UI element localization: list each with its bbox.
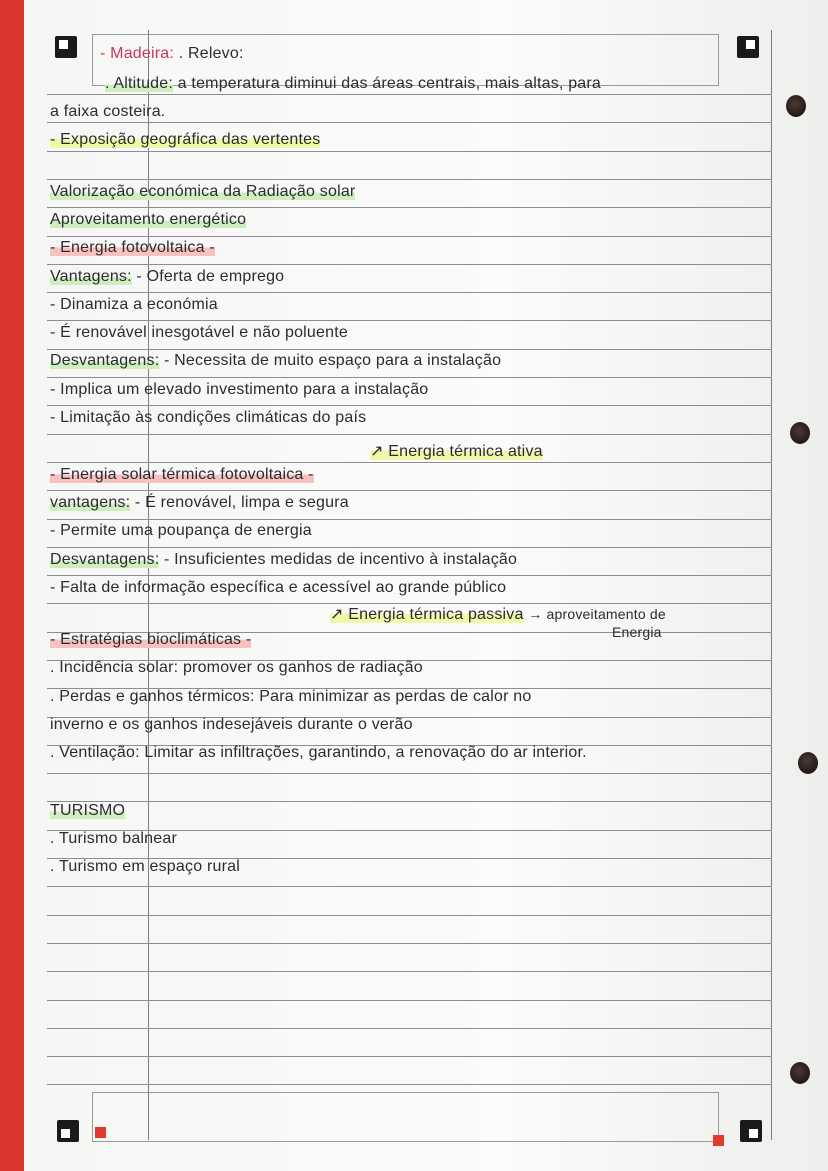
aproveitamento-note: → aproveitamento de: [528, 606, 666, 622]
ruled-line: [47, 264, 772, 265]
line-vantagens1: [50, 268, 284, 286]
ruled-line: [47, 943, 772, 944]
ruled-line: [47, 94, 772, 95]
vantagens-label: vantagens:: [50, 494, 131, 511]
ruled-line: [47, 1084, 772, 1085]
ativa-text: ↗ Energia térmica ativa: [370, 443, 543, 460]
vantagens-text: - Oferta de emprego: [131, 268, 285, 285]
footer-box: [92, 1092, 719, 1142]
desvantagens-label: Desvantagens:: [50, 551, 160, 568]
red-binding-strip: [0, 0, 24, 1171]
line-renovavel: - É renovável inesgotável e não poluente: [50, 324, 348, 341]
energia-foto-title: - Energia fotovoltaica -: [50, 239, 215, 256]
ruled-line: [47, 547, 772, 548]
ruled-line: [47, 405, 772, 406]
ruled-line: [47, 575, 772, 576]
punch-hole: [790, 1062, 810, 1084]
punch-hole: [798, 752, 818, 774]
line-aproveitamento: [50, 211, 246, 229]
corner-marker-icon: [737, 36, 759, 58]
ruled-line: [47, 1056, 772, 1057]
ruled-line: [47, 1000, 772, 1001]
annotation-passiva: [330, 604, 666, 624]
vantagens-label: Vantagens:: [50, 268, 132, 285]
passiva-text: ↗ Energia térmica passiva: [330, 606, 524, 623]
corner-marker-icon: [740, 1120, 762, 1142]
energia-note: Energia: [612, 624, 662, 640]
ruled-line: [47, 519, 772, 520]
madeira-label: - Madeira:: [100, 45, 175, 62]
ruled-line: [47, 292, 772, 293]
line-perdas: . Perdas e ganhos térmicos: Para minimizar as perdas de calor no: [50, 688, 532, 705]
line-faixa: a faixa costeira.: [50, 103, 166, 120]
red-square-marker: [95, 1127, 106, 1138]
ruled-line: [47, 377, 772, 378]
altitude-label: . Altitude:: [105, 75, 174, 92]
ruled-line: [47, 151, 772, 152]
ruled-line: [47, 971, 772, 972]
ruled-line: [47, 915, 772, 916]
line-ventilacao: . Ventilação: Limitar as infiltrações, garantindo, a renovação do ar interior.: [50, 744, 587, 761]
ruled-line: [47, 320, 772, 321]
line-valorizacao: [50, 183, 355, 201]
altitude-text: a temperatura diminui das áreas centrais, mais altas, para: [173, 75, 602, 92]
energia-solar-title: - Energia solar térmica fotovoltaica -: [50, 466, 314, 483]
relevo-label: . Relevo:: [178, 45, 244, 62]
line-falta: - Falta de informação específica e acessível ao grande público: [50, 579, 507, 596]
red-square-marker: [713, 1135, 724, 1146]
line-desvantagens2: [50, 551, 517, 569]
line-dinamiza: - Dinamiza a económia: [50, 296, 218, 313]
ruled-line: [47, 886, 772, 887]
line-altitude: [105, 75, 601, 93]
line-vantagens2: [50, 494, 349, 512]
line-exposicao: [50, 131, 320, 149]
corner-marker-icon: [55, 36, 77, 58]
estrategias-title: - Estratégias bioclimáticas -: [50, 631, 252, 648]
right-margin-line: [771, 30, 772, 1140]
ruled-line: [47, 236, 772, 237]
turismo-title: TURISMO: [50, 802, 126, 819]
ruled-line: [47, 207, 772, 208]
punch-hole: [790, 422, 810, 444]
corner-marker-icon: [57, 1120, 79, 1142]
section-title: Valorização económica da Radiação solar: [50, 183, 356, 200]
exposicao-text: - Exposição geográfica das vertentes: [50, 131, 321, 148]
ruled-line: [47, 349, 772, 350]
line-estrategias: [50, 631, 251, 649]
desvantagens-label: Desvantagens:: [50, 352, 160, 369]
ruled-line: [47, 122, 772, 123]
punch-hole: [786, 95, 806, 117]
line-turismo: [50, 802, 125, 820]
subsection-title: Aproveitamento energético: [50, 211, 247, 228]
desvantagens-text: - Necessita de muito espaço para a instalação: [159, 352, 502, 369]
vantagens-text: - É renovável, limpa e segura: [130, 494, 349, 511]
ruled-line: [47, 462, 772, 463]
desvantagens-text: - Insuficientes medidas de incentivo à instalação: [159, 551, 518, 568]
line-energia-foto: [50, 239, 215, 257]
ruled-line: [47, 179, 772, 180]
line-energia-solar: [50, 466, 314, 484]
line-inverno: inverno e os ganhos indesejáveis durante o verão: [50, 716, 413, 733]
line-desvantagens1: [50, 352, 501, 370]
line-rural: . Turismo em espaço rural: [50, 858, 240, 875]
line-implica: - Implica um elevado investimento para a instalação: [50, 381, 429, 398]
line-incidencia: . Incidência solar: promover os ganhos de radiação: [50, 659, 423, 676]
line-limitacao: - Limitação às condições climáticas do país: [50, 409, 367, 426]
line-permite: - Permite uma poupança de energia: [50, 522, 312, 539]
ruled-line: [47, 490, 772, 491]
heading-madeira: [100, 45, 244, 63]
ruled-line: [47, 773, 772, 774]
ruled-line: [47, 434, 772, 435]
ruled-line: [47, 1028, 772, 1029]
ruled-line: [47, 801, 772, 802]
line-balnear: . Turismo balnear: [50, 830, 178, 847]
annotation-ativa: [370, 441, 543, 461]
